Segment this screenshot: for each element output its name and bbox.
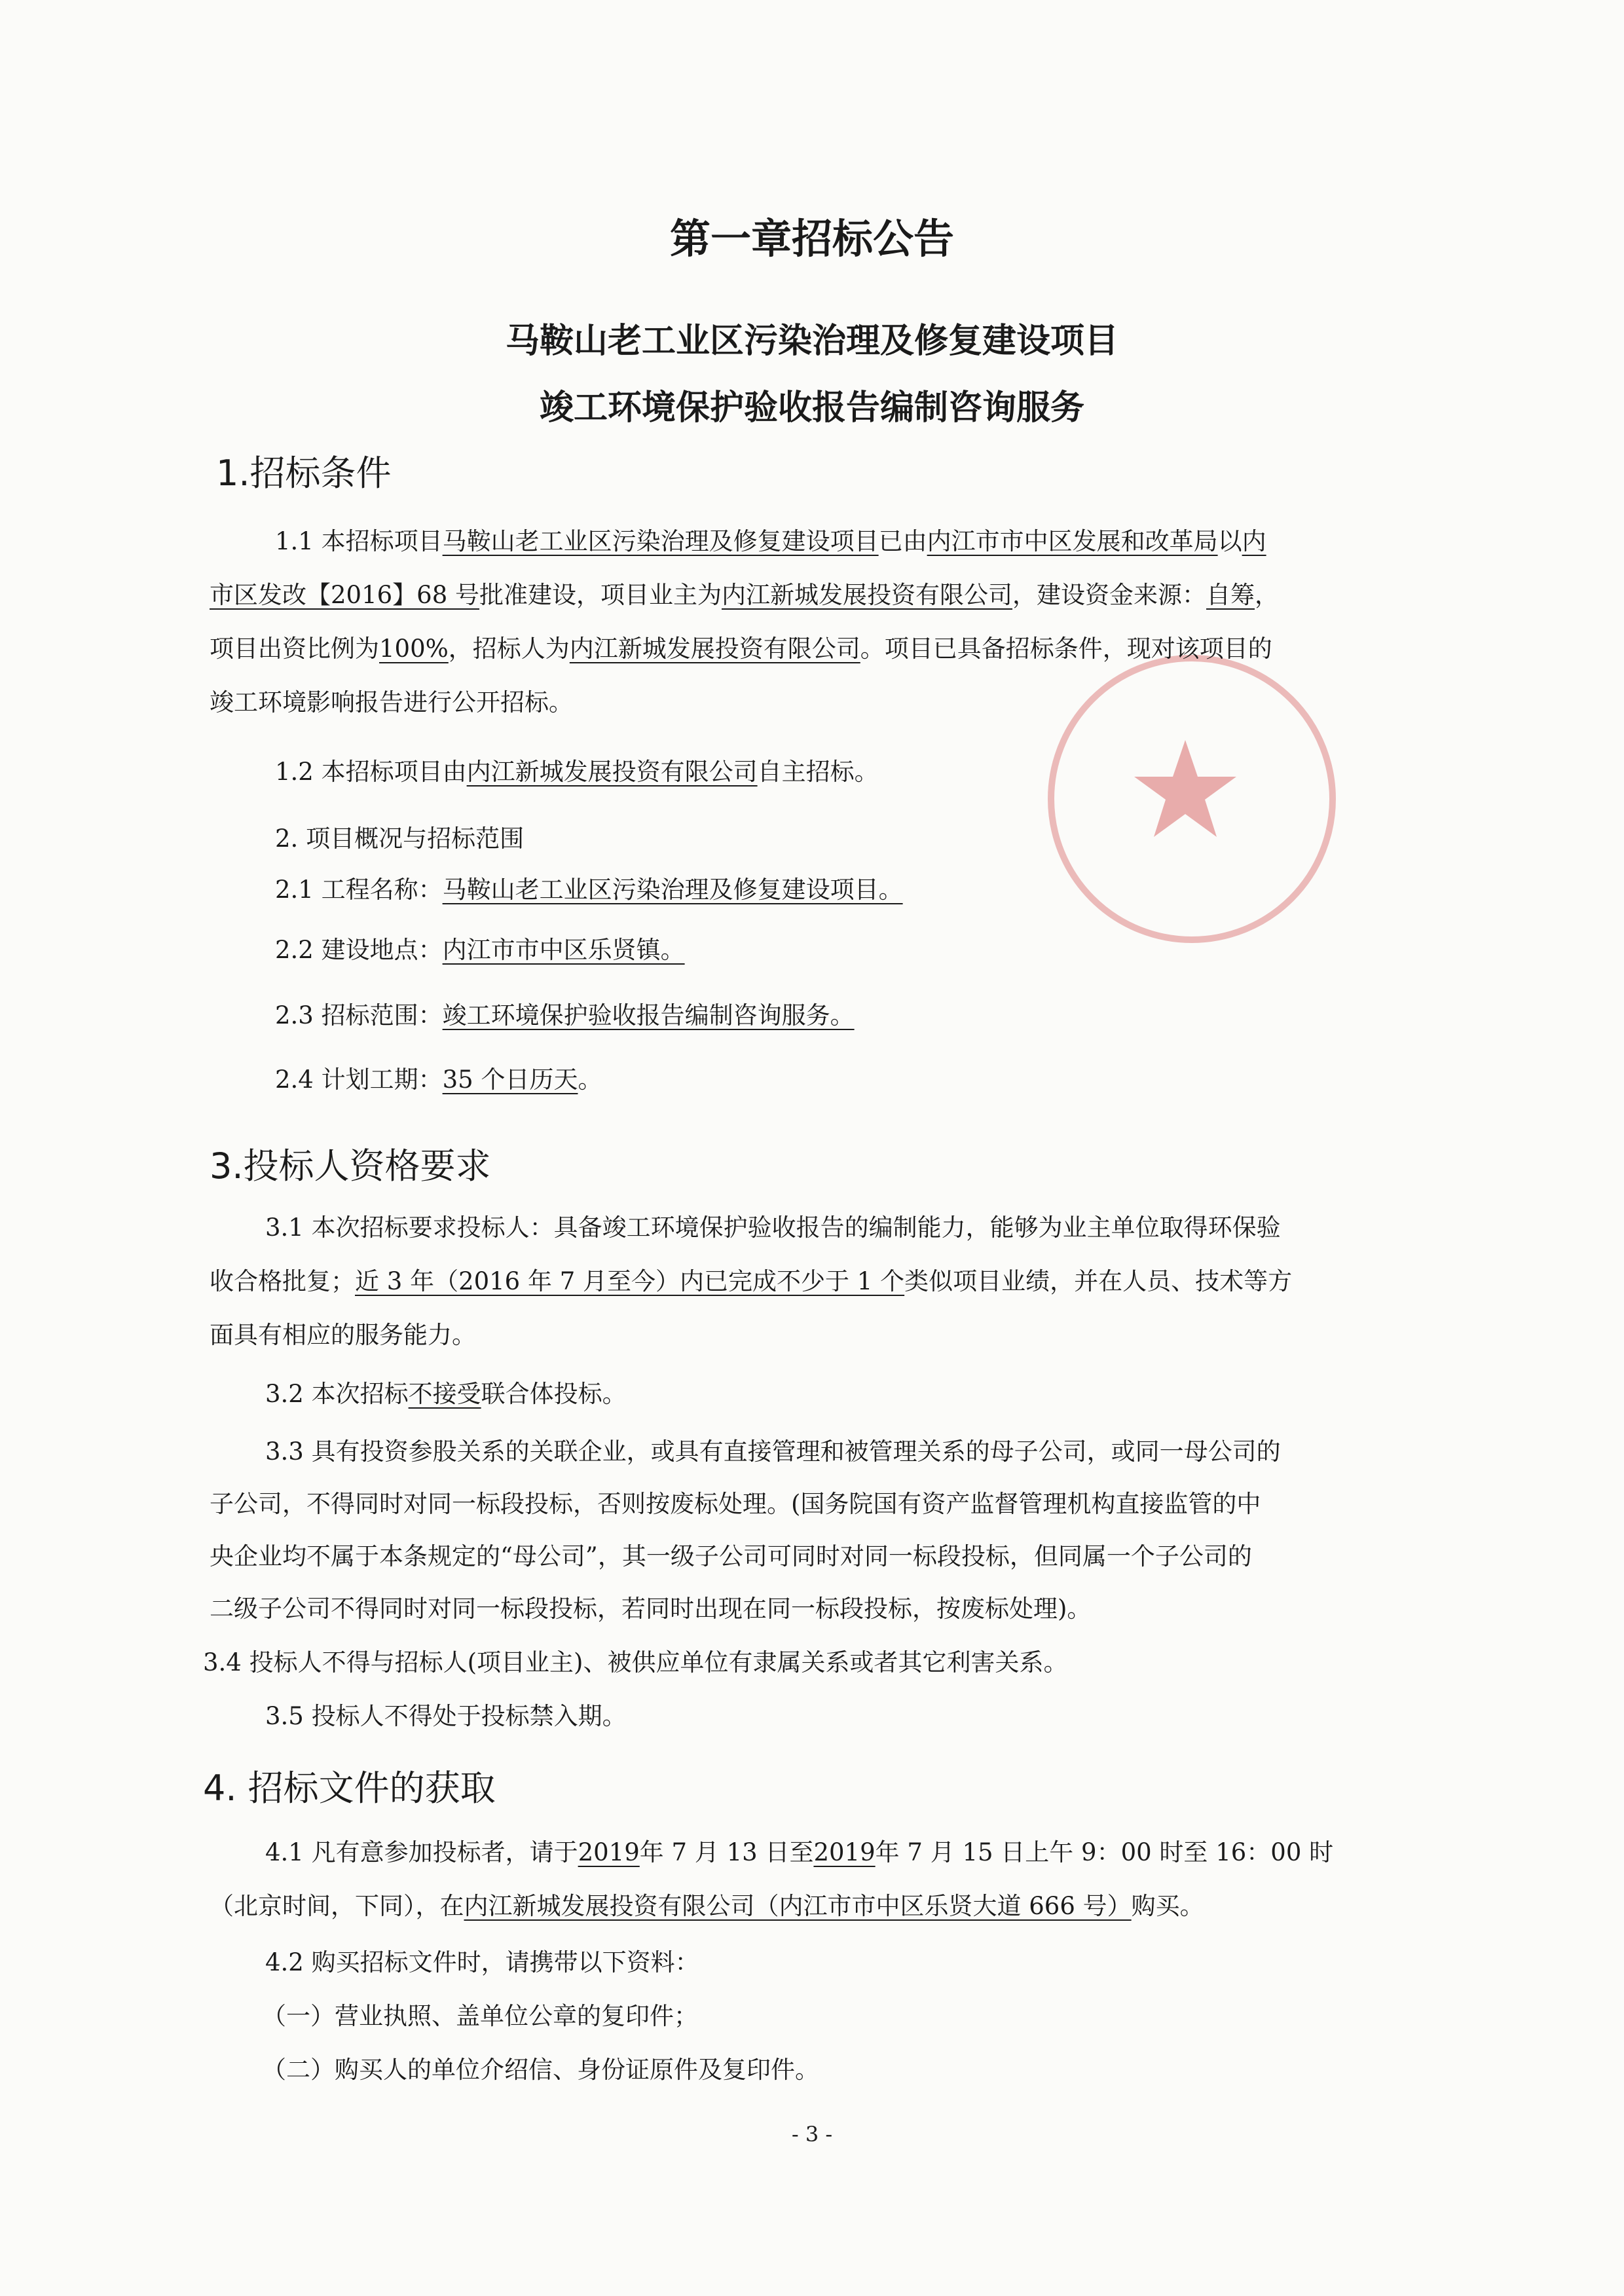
company-seal-stamp — [1048, 655, 1336, 943]
section-2-heading: 2. 项目概况与招标范围 — [275, 824, 525, 853]
project-title-line2: 竣工环境保护验收报告编制咨询服务 — [539, 388, 1084, 428]
para-3-5: 3.5 投标人不得处于投标禁入期。 — [265, 1702, 627, 1730]
para-4-1-line1: 4.1 凡有意参加投标者，请于2019年 7 月 13 日至2019年 7 月 15 日上午 9：00 时至 16：00 时 — [265, 1838, 1334, 1866]
para-1-1-line4: 竣工环境影响报告进行公开招标。 — [210, 688, 573, 716]
para-1-2: 1.2 本招标项目由内江新城发展投资有限公司自主招标。 — [275, 758, 879, 786]
para-1-1-line2: 市区发改【2016】68 号批准建设，项目业主为内江新城发展投资有限公司，建设资金来源：自筹， — [210, 581, 1280, 609]
para-2-4: 2.4 计划工期：35 个日历天。 — [275, 1065, 602, 1094]
para-3-2: 3.2 本次招标不接受联合体投标。 — [265, 1380, 627, 1408]
para-2-3: 2.3 招标范围：竣工环境保护验收报告编制咨询服务。 — [275, 1001, 855, 1029]
para-1-1-line3: 项目出资比例为100%，招标人为内江新城发展投资有限公司。项目已具备招标条件，现对该项目的 — [210, 635, 1272, 663]
project-title-line1: 马鞍山老工业区污染治理及修复建设项目 — [505, 322, 1118, 361]
page-number: - 3 - — [791, 2122, 833, 2147]
section-1-heading: 1.招标条件 — [216, 453, 392, 494]
para-3-3-line4: 二级子公司不得同时对同一标段投标，若同时出现在同一标段投标，按废标处理)。 — [210, 1595, 1092, 1623]
para-2-1: 2.1 工程名称：马鞍山老工业区污染治理及修复建设项目。 — [275, 876, 903, 904]
list-item-2: （二）购买人的单位介绍信、身份证原件及复印件。 — [262, 2056, 819, 2084]
seal-star-icon — [1054, 661, 1316, 923]
para-3-1-line2: 收合格批复；近 3 年（2016 年 7 月至今）内已完成不少于 1 个类似项目业绩，并在人员、技术等方 — [210, 1267, 1293, 1295]
para-3-4: 3.4 投标人不得与招标人(项目业主)、被供应单位有隶属关系或者其它利害关系。 — [203, 1648, 1068, 1676]
para-4-1-line2: （北京时间，下同），在内江新城发展投资有限公司（内江市市中区乐贤大道 666 号）购买。 — [210, 1892, 1204, 1920]
para-3-3-line3: 央企业均不属于本条规定的“母公司”，其一级子公司可同时对同一标段投标，但同属一个子公司的 — [210, 1542, 1252, 1570]
para-3-1-line3: 面具有相应的服务能力。 — [210, 1321, 476, 1349]
para-2-2: 2.2 建设地点：内江市市中区乐贤镇。 — [275, 936, 685, 964]
para-3-3-line2: 子公司，不得同时对同一标段投标，否则按废标处理。(国务院国有资产监督管理机构直接监管的中 — [210, 1490, 1261, 1518]
para-3-3-line1: 3.3 具有投资参股关系的关联企业，或具有直接管理和被管理关系的母子公司，或同一母公司的 — [265, 1437, 1281, 1466]
para-1-1-line1: 1.1 本招标项目马鞍山老工业区污染治理及修复建设项目已由内江市市中区发展和改革局以内 — [275, 527, 1266, 555]
chapter-title: 第一章招标公告 — [669, 215, 954, 263]
para-3-1-line1: 3.1 本次招标要求投标人：具备竣工环境保护验收报告的编制能力，能够为业主单位取得环保验 — [265, 1213, 1281, 1242]
list-item-1: （一）营业执照、盖单位公章的复印件； — [262, 2002, 698, 2030]
para-4-2: 4.2 购买招标文件时，请携带以下资料： — [265, 1948, 699, 1976]
section-3-heading: 3.投标人资格要求 — [210, 1145, 491, 1187]
section-4-heading: 4. 招标文件的获取 — [203, 1768, 496, 1809]
